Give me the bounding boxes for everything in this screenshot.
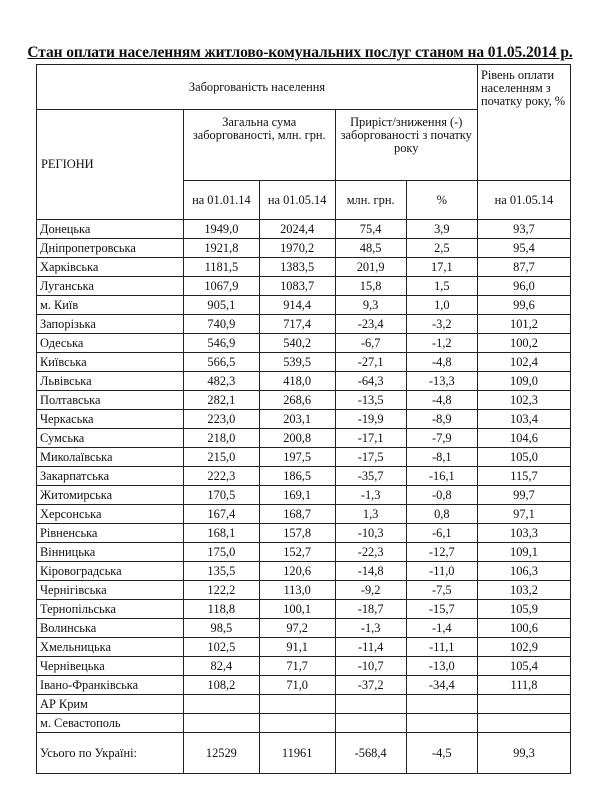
- cell-region: Сумська: [37, 429, 184, 448]
- cell-payment-level: 102,9: [477, 638, 570, 657]
- cell-payment-level: 95,4: [477, 239, 570, 258]
- table-row: [37, 695, 571, 714]
- cell-debt-0101: 546,9: [183, 334, 259, 353]
- table-row: [37, 410, 571, 429]
- cell-debt-0105: 539,5: [259, 353, 335, 372]
- cell-region: Волинська: [37, 619, 184, 638]
- cell-payment-level: 104,6: [477, 429, 570, 448]
- cell-region: Хмельницька: [37, 638, 184, 657]
- table-row: [37, 220, 571, 239]
- table-row: [37, 486, 571, 505]
- cell-debt-0105: 1083,7: [259, 277, 335, 296]
- cell-payment-level: 101,2: [477, 315, 570, 334]
- cell-payment-level: 99,7: [477, 486, 570, 505]
- cell-payment-level: [477, 695, 570, 714]
- cell-payment-level: 100,2: [477, 334, 570, 353]
- cell-debt-0105: 717,4: [259, 315, 335, 334]
- cell-change-mln: -1,3: [335, 619, 406, 638]
- cell-change-mln: -35,7: [335, 467, 406, 486]
- cell-debt-0101: 167,4: [183, 505, 259, 524]
- cell-change-mln: -14,8: [335, 562, 406, 581]
- cell-debt-0101: 222,3: [183, 467, 259, 486]
- total-payment-level: 99,3: [477, 733, 570, 774]
- cell-region: Івано-Франківська: [37, 676, 184, 695]
- cell-debt-0101: 223,0: [183, 410, 259, 429]
- cell-change-pct: -3,2: [406, 315, 477, 334]
- cell-debt-0101: 175,0: [183, 543, 259, 562]
- cell-change-mln: -11,4: [335, 638, 406, 657]
- cell-payment-level: 109,1: [477, 543, 570, 562]
- cell-change-mln: [335, 695, 406, 714]
- cell-region: Донецька: [37, 220, 184, 239]
- header-change-mln: млн. грн.: [335, 181, 406, 220]
- table-row: [37, 296, 571, 315]
- table-row: [37, 258, 571, 277]
- table-row: [37, 524, 571, 543]
- table-row: [37, 638, 571, 657]
- cell-change-pct: 1,0: [406, 296, 477, 315]
- table-row: [37, 448, 571, 467]
- cell-change-mln: -10,3: [335, 524, 406, 543]
- cell-debt-0105: [259, 695, 335, 714]
- cell-change-pct: -15,7: [406, 600, 477, 619]
- header-level-date: на 01.05.14: [477, 181, 570, 220]
- cell-debt-0101: 1921,8: [183, 239, 259, 258]
- cell-debt-0105: 540,2: [259, 334, 335, 353]
- cell-change-mln: 48,5: [335, 239, 406, 258]
- cell-region: АР Крим: [37, 695, 184, 714]
- cell-region: м. Севастополь: [37, 714, 184, 733]
- cell-payment-level: 96,0: [477, 277, 570, 296]
- cell-debt-0105: 169,1: [259, 486, 335, 505]
- cell-change-pct: 2,5: [406, 239, 477, 258]
- cell-debt-0105: 120,6: [259, 562, 335, 581]
- cell-debt-0101: 740,9: [183, 315, 259, 334]
- cell-debt-0105: 100,1: [259, 600, 335, 619]
- cell-debt-0105: 157,8: [259, 524, 335, 543]
- cell-region: Вінницька: [37, 543, 184, 562]
- cell-region: Херсонська: [37, 505, 184, 524]
- cell-change-pct: [406, 695, 477, 714]
- cell-payment-level: 103,4: [477, 410, 570, 429]
- cell-change-mln: 75,4: [335, 220, 406, 239]
- cell-payment-level: [477, 714, 570, 733]
- cell-change-pct: [406, 714, 477, 733]
- cell-payment-level: 115,7: [477, 467, 570, 486]
- cell-change-mln: 15,8: [335, 277, 406, 296]
- cell-change-pct: -11,1: [406, 638, 477, 657]
- cell-change-mln: 1,3: [335, 505, 406, 524]
- cell-debt-0105: 113,0: [259, 581, 335, 600]
- cell-change-mln: -18,7: [335, 600, 406, 619]
- cell-payment-level: 87,7: [477, 258, 570, 277]
- table-row: [37, 714, 571, 733]
- cell-region: Кіровоградська: [37, 562, 184, 581]
- table-row: [37, 391, 571, 410]
- cell-change-pct: -7,5: [406, 581, 477, 600]
- cell-debt-0105: 152,7: [259, 543, 335, 562]
- cell-debt-0105: 268,6: [259, 391, 335, 410]
- cell-debt-0101: 135,5: [183, 562, 259, 581]
- table-row: [37, 676, 571, 695]
- cell-debt-0101: 905,1: [183, 296, 259, 315]
- cell-payment-level: 106,3: [477, 562, 570, 581]
- cell-region: Запорізька: [37, 315, 184, 334]
- cell-change-pct: -11,0: [406, 562, 477, 581]
- cell-change-pct: -8,9: [406, 410, 477, 429]
- header-total-debt: Загальна сума заборгованості, млн. грн.: [183, 110, 335, 181]
- header-regions: РЕГІОНИ: [37, 110, 184, 220]
- cell-change-pct: -1,2: [406, 334, 477, 353]
- cell-change-pct: 1,5: [406, 277, 477, 296]
- table-row: [37, 657, 571, 676]
- total-change-mln: -568,4: [335, 733, 406, 774]
- cell-region: м. Київ: [37, 296, 184, 315]
- cell-payment-level: 105,0: [477, 448, 570, 467]
- table-row: [37, 277, 571, 296]
- cell-region: Миколаївська: [37, 448, 184, 467]
- cell-debt-0101: 82,4: [183, 657, 259, 676]
- cell-region: Дніпропетровська: [37, 239, 184, 258]
- cell-debt-0105: [259, 714, 335, 733]
- cell-change-pct: -8,1: [406, 448, 477, 467]
- cell-change-pct: -4,8: [406, 391, 477, 410]
- cell-debt-0101: 482,3: [183, 372, 259, 391]
- cell-debt-0105: 71,7: [259, 657, 335, 676]
- cell-payment-level: 99,6: [477, 296, 570, 315]
- table-row: [37, 543, 571, 562]
- cell-change-pct: -13,0: [406, 657, 477, 676]
- table-row: [37, 334, 571, 353]
- cell-change-pct: -1,4: [406, 619, 477, 638]
- cell-payment-level: 97,1: [477, 505, 570, 524]
- cell-payment-level: 102,3: [477, 391, 570, 410]
- cell-change-mln: -9,2: [335, 581, 406, 600]
- table-row: [37, 619, 571, 638]
- table-row: [37, 429, 571, 448]
- table-row: [37, 505, 571, 524]
- cell-change-mln: -10,7: [335, 657, 406, 676]
- cell-change-pct: -6,1: [406, 524, 477, 543]
- cell-debt-0105: 418,0: [259, 372, 335, 391]
- cell-region: Львівська: [37, 372, 184, 391]
- total-change-pct: -4,5: [406, 733, 477, 774]
- table-row: [37, 353, 571, 372]
- cell-debt-0105: 1970,2: [259, 239, 335, 258]
- cell-debt-0101: 98,5: [183, 619, 259, 638]
- cell-debt-0101: 218,0: [183, 429, 259, 448]
- cell-region: Одеська: [37, 334, 184, 353]
- cell-change-mln: -64,3: [335, 372, 406, 391]
- cell-region: Чернівецька: [37, 657, 184, 676]
- table-row: [37, 372, 571, 391]
- cell-debt-0105: 168,7: [259, 505, 335, 524]
- cell-change-pct: -16,1: [406, 467, 477, 486]
- cell-payment-level: 103,3: [477, 524, 570, 543]
- cell-region: Чернігівська: [37, 581, 184, 600]
- cell-debt-0105: 97,2: [259, 619, 335, 638]
- cell-change-mln: -22,3: [335, 543, 406, 562]
- cell-change-pct: 0,8: [406, 505, 477, 524]
- cell-payment-level: 93,7: [477, 220, 570, 239]
- document-title: Стан оплати населенням житлово-комунальних послуг станом на 01.05.2014 р.: [27, 44, 573, 61]
- cell-payment-level: 105,9: [477, 600, 570, 619]
- cell-change-mln: [335, 714, 406, 733]
- cell-debt-0101: 118,8: [183, 600, 259, 619]
- cell-debt-0105: 1383,5: [259, 258, 335, 277]
- cell-region: Харківська: [37, 258, 184, 277]
- cell-change-pct: -7,9: [406, 429, 477, 448]
- cell-region: Житомирська: [37, 486, 184, 505]
- cell-debt-0101: 282,1: [183, 391, 259, 410]
- cell-region: Луганська: [37, 277, 184, 296]
- cell-debt-0105: 197,5: [259, 448, 335, 467]
- table-row: [37, 600, 571, 619]
- cell-change-mln: 201,9: [335, 258, 406, 277]
- cell-payment-level: 111,8: [477, 676, 570, 695]
- cell-debt-0101: 102,5: [183, 638, 259, 657]
- cell-payment-level: 109,0: [477, 372, 570, 391]
- cell-region: Закарпатська: [37, 467, 184, 486]
- cell-region: Рівненська: [37, 524, 184, 543]
- cell-debt-0101: 108,2: [183, 676, 259, 695]
- payment-status-table: [36, 64, 571, 774]
- cell-change-mln: -27,1: [335, 353, 406, 372]
- cell-change-mln: -37,2: [335, 676, 406, 695]
- cell-change-mln: -17,1: [335, 429, 406, 448]
- cell-change-pct: -4,8: [406, 353, 477, 372]
- header-date-0105: на 01.05.14: [259, 181, 335, 220]
- cell-debt-0101: 122,2: [183, 581, 259, 600]
- cell-debt-0101: 1067,9: [183, 277, 259, 296]
- cell-change-pct: -34,4: [406, 676, 477, 695]
- total-label: Усього по Україні:: [37, 733, 184, 774]
- cell-change-pct: -0,8: [406, 486, 477, 505]
- header-payment-level: Рівень оплати населенням з початку року, %: [477, 65, 570, 181]
- cell-debt-0101: 1949,0: [183, 220, 259, 239]
- table-row: [37, 239, 571, 258]
- cell-region: Полтавська: [37, 391, 184, 410]
- cell-debt-0101: [183, 695, 259, 714]
- cell-change-mln: -23,4: [335, 315, 406, 334]
- table-body: [37, 220, 571, 733]
- cell-debt-0105: 71,0: [259, 676, 335, 695]
- cell-change-pct: -13,3: [406, 372, 477, 391]
- cell-change-mln: -17,5: [335, 448, 406, 467]
- header-row-group: [37, 65, 571, 110]
- cell-payment-level: 100,6: [477, 619, 570, 638]
- table-row: [37, 581, 571, 600]
- cell-debt-0101: 566,5: [183, 353, 259, 372]
- cell-region: Київська: [37, 353, 184, 372]
- cell-change-mln: 9,3: [335, 296, 406, 315]
- cell-change-mln: -1,3: [335, 486, 406, 505]
- cell-payment-level: 105,4: [477, 657, 570, 676]
- header-debt-group: Заборгованість населення: [37, 65, 478, 110]
- cell-debt-0105: 914,4: [259, 296, 335, 315]
- table-row: [37, 315, 571, 334]
- cell-change-pct: 3,9: [406, 220, 477, 239]
- cell-payment-level: 103,2: [477, 581, 570, 600]
- total-row: [37, 733, 571, 774]
- cell-region: Черкаська: [37, 410, 184, 429]
- cell-debt-0105: 2024,4: [259, 220, 335, 239]
- total-debt-0105: 11961: [259, 733, 335, 774]
- cell-debt-0105: 91,1: [259, 638, 335, 657]
- cell-debt-0105: 186,5: [259, 467, 335, 486]
- cell-debt-0105: 200,8: [259, 429, 335, 448]
- header-change-pct: %: [406, 181, 477, 220]
- header-debt-change: Приріст/зниження (-) заборгованості з початку року: [335, 110, 477, 181]
- cell-change-mln: -19,9: [335, 410, 406, 429]
- table-row: [37, 467, 571, 486]
- cell-change-pct: -12,7: [406, 543, 477, 562]
- table-row: [37, 562, 571, 581]
- cell-change-mln: -6,7: [335, 334, 406, 353]
- cell-debt-0101: 168,1: [183, 524, 259, 543]
- cell-debt-0101: [183, 714, 259, 733]
- cell-debt-0101: 215,0: [183, 448, 259, 467]
- cell-change-mln: -13,5: [335, 391, 406, 410]
- header-date-0101: на 01.01.14: [183, 181, 259, 220]
- total-debt-0101: 12529: [183, 733, 259, 774]
- cell-region: Тернопільська: [37, 600, 184, 619]
- cell-change-pct: 17,1: [406, 258, 477, 277]
- cell-debt-0105: 203,1: [259, 410, 335, 429]
- cell-payment-level: 102,4: [477, 353, 570, 372]
- cell-debt-0101: 1181,5: [183, 258, 259, 277]
- cell-debt-0101: 170,5: [183, 486, 259, 505]
